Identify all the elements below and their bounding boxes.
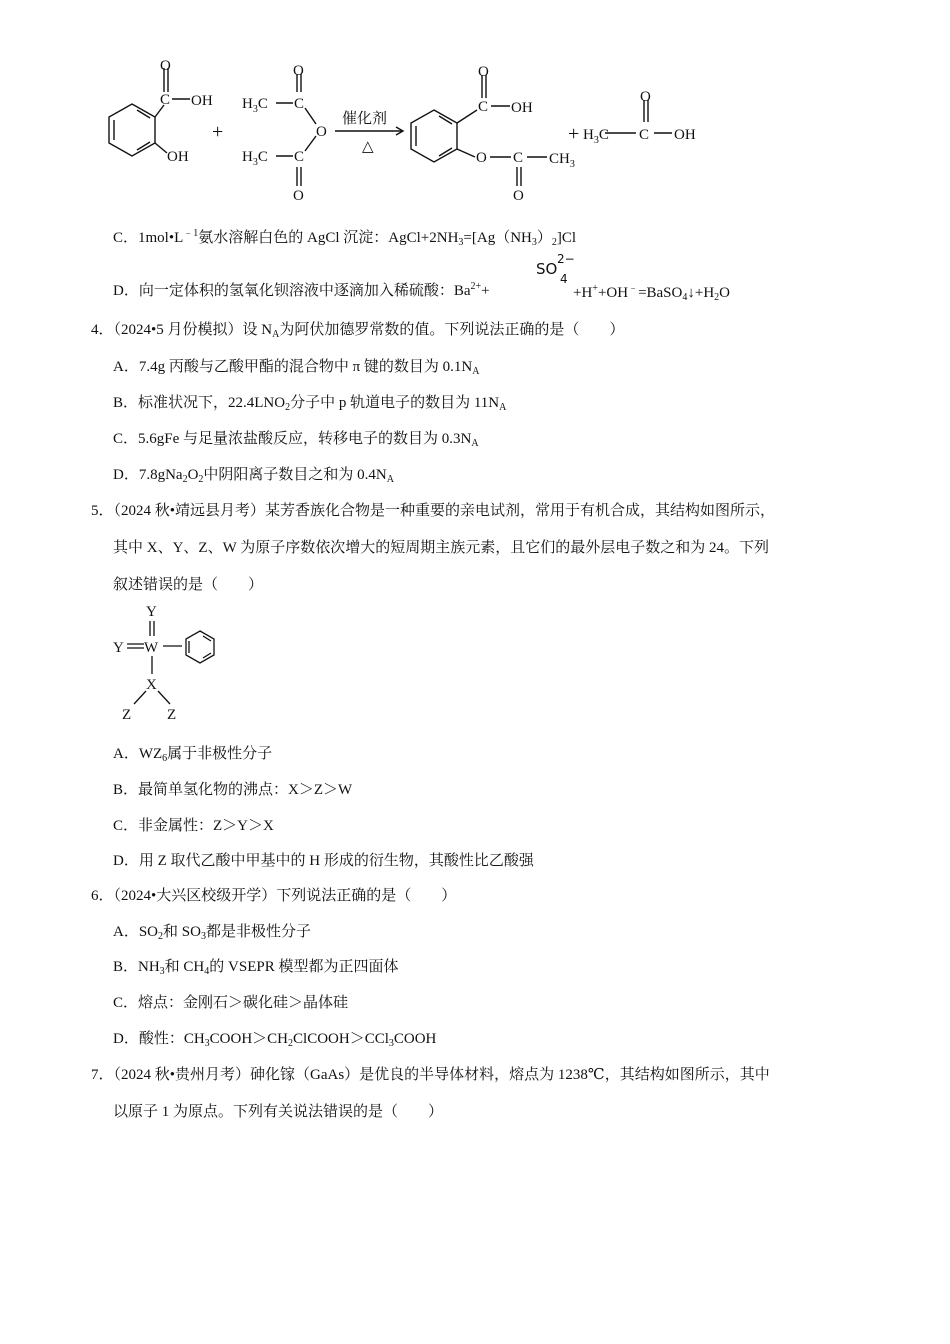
option-d-prev: D．向一定体积的氢氧化钡溶液中逐滴加入稀硫酸：$Ba^{2+}+$ <box>113 281 490 299</box>
atom-x: X <box>146 677 157 693</box>
heat-symbol: △ <box>362 137 374 155</box>
q7-stem-line2: 以原子 1 为原点。下列有关说法错误的是（ ） <box>113 1104 444 1120</box>
atom-c-ester: C <box>513 150 524 166</box>
phenyl-ring <box>186 631 214 663</box>
q6-option-c: C．熔点：金刚石＞碳化硅＞晶体硅 <box>113 995 349 1011</box>
q5-stem-line2: 其中 X、Y、Z、W 为原子序数依次增大的短周期主族元素，且它们的最外层电子数之和为 24。下列 <box>113 540 769 556</box>
atom-c-top: C <box>294 96 305 112</box>
atom-o: O <box>160 58 171 74</box>
q5-option-a: A．$WZ_6$属于非极性分子 <box>113 746 273 764</box>
sulfate-sub: 4 <box>560 272 568 286</box>
atom-z-left: Z <box>122 707 132 723</box>
benzene-ring-product <box>411 110 457 162</box>
atom-c-carboxyl: C <box>478 99 489 115</box>
group-oh: OH <box>191 93 213 109</box>
q6-option-b: B．$NH_3$和 $CH_4$的 VSEPR 模型都为正四面体 <box>113 959 399 977</box>
q5-option-b: B．最简单氢化物的沸点：X＞Z＞W <box>113 782 353 798</box>
atom-o-top: O <box>478 64 489 80</box>
atom-c: C <box>639 127 650 143</box>
q5-stem-line3: 叙述错误的是（ ） <box>113 577 264 593</box>
q6-option-d: D．酸性：$CH_3COOH>CH_2ClCOOH>CCl_3COOH$ <box>113 1031 437 1049</box>
atom-o-top: O <box>293 63 304 79</box>
plus-sign: + <box>212 121 224 143</box>
q5-structure <box>100 598 230 728</box>
atom-o-bridge: O <box>316 124 327 140</box>
group-ch3: $CH_3$ <box>549 151 575 170</box>
atom-c: C <box>160 92 171 108</box>
atom-y-top: Y <box>146 604 157 620</box>
atom-o-bottom: O <box>513 188 524 204</box>
q6-stem: 6．（2024•大兴区校级开学）下列说法正确的是（ ） <box>91 888 457 904</box>
benzene-ring-reactant <box>109 104 155 156</box>
q5-option-c: C．非金属性：Z＞Y＞X <box>113 818 274 834</box>
reaction-scheme <box>0 0 950 215</box>
catalyst-label: 催化剂 <box>342 109 388 127</box>
atom-y-left: Y <box>113 640 124 656</box>
q4-option-a: A．7.4g 丙酸与乙酸甲酯的混合物中 π 键的数目为 $0.1N_A$ <box>113 359 480 377</box>
sulfate-ion: SO <box>536 260 558 278</box>
q4-option-b: B．标准状况下，$22.4LNO_2$分子中 p 轨道电子的数目为 $11N_A$ <box>113 395 507 413</box>
q4-stem: 4．（2024•5 月份模拟）设 $N_A$为阿伏加德罗常数的值。下列说法正确的是（ ） <box>91 322 625 340</box>
q6-option-a: A．$SO_2$和 $SO_3$都是非极性分子 <box>113 924 311 942</box>
q5-stem-line1: 5．（2024 秋•靖远县月考）某芳香族化合物是一种重要的亲电试剂，常用于有机合成，其结构如图所示， <box>91 503 776 519</box>
atom-o-ester: O <box>476 150 487 166</box>
option-c-prev: C．$1mol•L^{﹣1}$氨水溶解白色的 AgCl 沉淀：$AgCl+2NH_3=[Ag(NH_3)_2]Cl$ <box>113 228 577 248</box>
group-h3c-bottom: $H_3C$ <box>242 149 268 168</box>
group-h3c: $H_3C$ <box>583 127 609 146</box>
group-oh: OH <box>674 127 696 143</box>
group-phenol-oh: OH <box>167 149 189 165</box>
q4-option-c: C．5.6gFe 与足量浓盐酸反应，转移电子的数目为 $0.3N_A$ <box>113 431 479 449</box>
atom-o: O <box>640 89 651 105</box>
group-oh: OH <box>511 100 533 116</box>
q7-stem-line1: 7．（2024 秋•贵州月考）砷化镓（GaAs）是优良的半导体材料，熔点为 1238℃，其结构如图所示，其中 <box>91 1067 770 1083</box>
atom-c-bottom: C <box>294 149 305 165</box>
plus-sign-2: + <box>568 123 580 145</box>
atom-o-bottom: O <box>293 188 304 204</box>
sulfate-charge: 2− <box>557 252 575 266</box>
atom-z-right: Z <box>167 707 177 723</box>
q4-option-d: D．$7.8gNa_2O_2$中阴阳离子数目之和为 $0.4N_A$ <box>113 467 394 485</box>
atom-w: W <box>144 640 159 656</box>
q5-option-d: D．用 Z 取代乙酸中甲基中的 H 形成的衍生物，其酸性比乙酸强 <box>113 853 534 869</box>
group-h3c-top: $H_3C$ <box>242 96 268 115</box>
option-d-prev-rest: $+H^++OH^﹣=BaSO_4↓+H_2O$ <box>573 283 730 303</box>
